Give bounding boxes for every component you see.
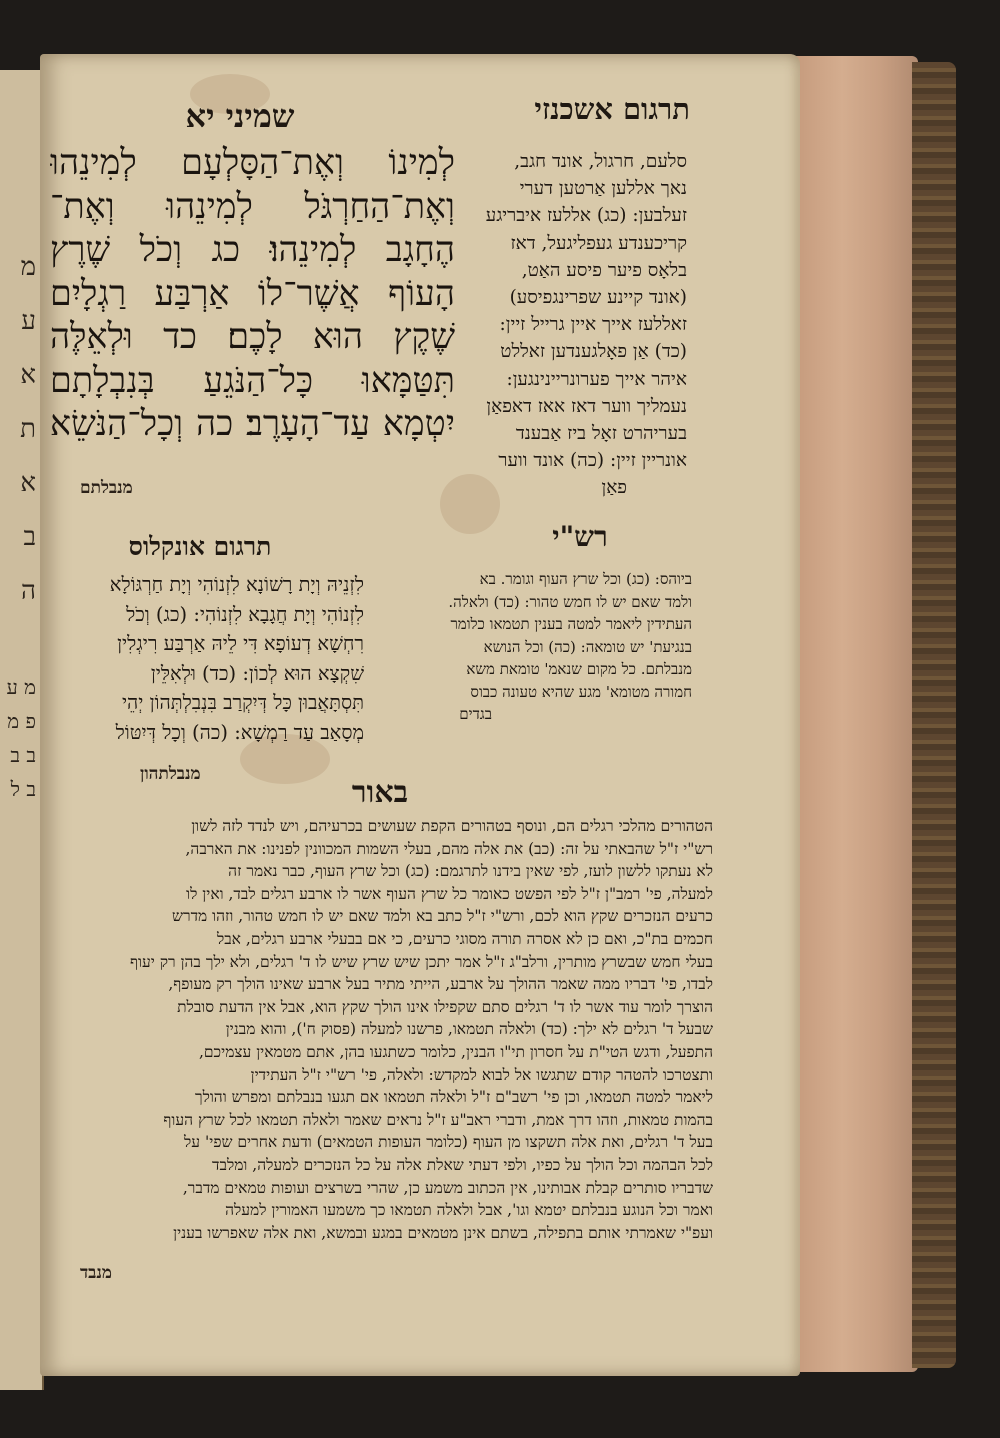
biur-heading: באור	[351, 775, 409, 810]
torah-line: הֶחָגָב לְמִינֵהוּ׃ כג וְכֹל שֶׁרֶץ	[50, 230, 455, 270]
left-page-text-lower: מ ע פ מ ב ב ב ל	[6, 675, 36, 801]
torah-line: וְאֶת־הַחַרְגֹּל לְמִינֵהוּ וְאֶת־	[50, 186, 455, 227]
biur-line: הוצרך לומר עוד אשר לו ד' רגלים סתם שקפילו אינו הולך שקץ הוא, אבל אין הדעת סובלת	[177, 997, 713, 1016]
rashi-line: חמורה מטומא' מגע שהיא טעונה כבוס	[470, 682, 692, 701]
yiddish-line: זאללעז אייך איין גרייל זיין:	[499, 314, 687, 336]
left-page-text-upper: מ ע א ת א ב ה	[20, 252, 36, 606]
biur-line: בעל ד' רגלים, ואת אלה תשקצו מן העוף (כלומר העופות הטמאים) ודעת אחרים שפי' על	[184, 1133, 713, 1152]
torah-line: שֶׁקֶץ הוּא לָכֶם׃ כד וּלְאֵלֶּה	[50, 317, 455, 357]
yiddish-line: בלאָס פיער פיסע האַט,	[521, 259, 687, 281]
rashi-heading: רש"י	[552, 520, 608, 553]
page-fore-edge	[792, 56, 918, 1372]
yiddish-translation-block	[462, 148, 687, 502]
torah-line: הָעוֹף אֲשֶׁר־לוֹ אַרְבַּע רַגְלָיִם	[50, 273, 455, 314]
biur-line: לא נעתקו ללשון לועז, לפי שאין בידנו לתרגמם: (כג) וכל שרץ העוף, כבר נאמר זה	[228, 862, 713, 881]
left-page-edge	[0, 70, 44, 1390]
yiddish-line: איהר אייך פערונריינינגען:	[506, 368, 687, 390]
onkelos-translation-block	[62, 570, 364, 747]
rashi-line: העתידין ליאמר למטה בענין תטמאו כלומר	[450, 615, 692, 633]
torah-line: לְמִינוֹ וְאֶת־הַסָּלְעָם לְמִינֵהוּ	[50, 143, 455, 183]
yiddish-line: אונריין זיין: (כה) אונד ווער	[498, 450, 687, 472]
onkelos-line: לִזְנוֹהִי וְיָת חֲגָבָא לִזְנוֹהִי: (כג) וְכֹל	[126, 602, 364, 626]
yiddish-line: סלעם, חרגול, אונד חגב,	[514, 151, 687, 172]
rashi-line: ולמד שאם יש לו חמש טהור: (כד) ולאלה.	[448, 592, 692, 611]
biur-line: בהמות טמאות, וזהו דרך אמת, ודברי ראב"ע ז"ל נראים שאמר ולאלה תטמאו לכל שרץ העוף	[163, 1110, 713, 1129]
onkelos-heading: תרגום אונקלוס	[128, 532, 272, 561]
catchword-biur: מנבד	[80, 1263, 112, 1283]
biur-line: שדבריו סותרים קבלת אבותינו, אין הכתוב משמע כן, שהרי בשרצים ועופות טמאים מדבר,	[182, 1178, 713, 1197]
torah-text-block	[50, 142, 455, 447]
rashi-line: ביוהס: (כג) וכל שרץ העוף וגומר. בא	[479, 570, 692, 588]
biur-line: הטהורים מהלכי רגלים הם, ונוסף בטהורים הקפת שעושים בכרעיהם, ויש לנדד לזה לשון	[191, 817, 713, 835]
biur-line: כרעים הנזכרים שקץ הוא לכם, ורש"י ז"ל כתב בא ולמד שאם יש לו חמש טהור, וזהו מדרש	[172, 907, 713, 926]
rashi-line: בנגיעת' יש טומאה: (כה) וכל הנושא	[483, 637, 692, 656]
biur-commentary-block	[68, 815, 713, 1244]
biur-line: חכמים בת"כ, ואם כן לא אסרה תורה מסוגי כרעים, כי אם בבעלי ארבע רגלים, אבל	[216, 929, 713, 948]
onkelos-line: לִזְנֵיהּ וְיָת רָשׁוֹנָא לִזְנוֹהִי וְיָת חַרְגּוֹלָא	[109, 573, 364, 596]
yiddish-line: (אונד קיינע שפרינגפיסע)	[509, 287, 687, 309]
onkelos-line: שִׁקְצָא הוּא לְכוֹן: (כד) וּלְאִלֵּין	[150, 661, 364, 685]
biur-line: רש"י ז"ל שהבאתי על זה: (כב) את אלה מהם, בעלי השמות המכוונין לפנינו: את הארבה,	[185, 839, 713, 858]
biur-line: לבדו, פי' דבריו ממה שאמר ההולך על ארבע, הייתי מתיר בעל ארבע שאינו הולך רק מעופף,	[168, 975, 713, 994]
yiddish-line: (כד) אַן פאָלגענדען זאללט	[500, 341, 687, 363]
onkelos-line: מְסָאַב עַד רַמְשָׁא: (כה) וְכָל דְּיִטּוֹל	[115, 720, 364, 744]
torah-line: תִּטַּמָּאוּ כָּל־הַנֹּגֵעַ בְּנִבְלָתָם	[50, 360, 455, 401]
catchword-onkelos: מנבלתהון	[140, 764, 201, 784]
yiddish-line: בעריהרט זאָל ביז אַבענד	[515, 423, 687, 445]
rashi-line: בגדים	[459, 705, 492, 723]
biur-line: ליאמר למטה תטמאו, וכן פי' רשב"ם ז"ל ולאלה תטמאו אם תגעו בנבלתם ומפרש והולך	[194, 1088, 713, 1107]
biur-line: ותצטרכו להטהר קודם שתגשו אל לבוא למקדש: ולאלה, פי' רש"י ז"ל העתידין	[250, 1065, 713, 1084]
biur-line: בעלי חמש שבשרץ מותרין, ורלב"ג ז"ל אמר יתכן שיש שרץ שיש לו ד' רגלים, ולא ילך בהן רק יעוף	[129, 952, 713, 971]
biur-line: שבעל ד' רגלים לא ילך: (כד) ולאלה תטמאו, פרשנו למעלה (פסוק ח'), והוא מבנין	[225, 1020, 713, 1039]
biur-line: ואמר וכל הנוגע בנבלתם יטמא וגו', אבל ולאלה תטמאו כך משמעו האמורין למעלה	[225, 1201, 713, 1220]
yiddish-line: נאך אללען אַרטען דערי	[519, 178, 687, 200]
yiddish-line: זעלבען: (כג) אללעז איבריגע	[485, 205, 687, 227]
catchword-torah: מנבלתם	[80, 478, 133, 498]
yiddish-line: נעמליך ווער דאז אאז דאפאַן	[486, 395, 687, 417]
header-targum-ashkenazi: תרגום אשכנזי	[534, 92, 690, 126]
rashi-commentary-block	[372, 568, 692, 726]
yiddish-line: קריכענדע געפליגעל, דאז	[510, 232, 687, 254]
biur-line: ועפ"י שאמרתי אותם בתפילה, בשתם אינן מטמאים במגע ובמשא, ואת אלה שאפרשו בענין	[173, 1223, 713, 1242]
book-cover-edge	[912, 62, 956, 1368]
torah-line: יִטְמָא עַד־הָעָרֶב׃ כה וְכָל־הַנֹּשֵׂא	[50, 404, 455, 444]
biur-line: למעלה, פי' רמב"ן ז"ל לפי הפשט כאומר כל שרץ העוף אשר לו ארבע רגלים לבד, ואין לו	[186, 884, 713, 903]
onkelos-line: תִּסְתָּאֲבוּן כָּל דְּיִקְרַב בִּנְבִלְתְּהוֹן יְהֵי	[121, 691, 364, 714]
biur-line: לכל הבהמה וכל הולך על כפיו, ולפי דעתי שאלת אלה על כל הנזכרים למעלה, ומלבד	[212, 1155, 713, 1174]
rashi-line: מנבלתם. כל מקום שנאמ' טומאת משא	[466, 660, 692, 678]
onkelos-line: רִחְשָׁא דְעוֹפָא דִּי לֵיהּ אַרְבַּע רִיגְלִין	[117, 632, 364, 655]
biur-line: התפעל, ודגש הטי"ת על חסרון תי"ו הבנין, כלומר כשתגעו בהן, אתם מטמאין עצמיכם,	[198, 1042, 713, 1061]
yiddish-line: פאַן	[601, 477, 627, 499]
header-parasha: שמיני יא	[185, 97, 295, 135]
